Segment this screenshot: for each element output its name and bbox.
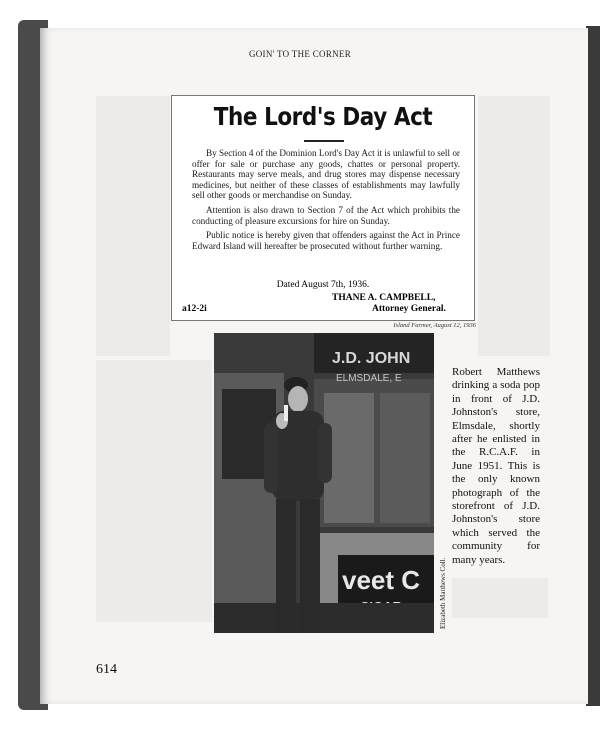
clipping-title: The Lord's Day Act: [213, 102, 433, 131]
clipping-source: Island Farmer, August 12, 1936: [393, 322, 476, 329]
clipping-signatory: THANE A. CAMPBELL,: [332, 293, 436, 303]
photo-caption: Robert Matthews drinking a soda pop in front of J.D. Johnston's store, Elmsdale, shortly after he enlisted in the R.C.A.F. in June 1951. This is the only known photograph of the storefront of J.D. Johnston's store which served the community for many years.: [452, 366, 540, 566]
clipping-code: a12-2i: [182, 304, 207, 314]
clipping-body: [192, 148, 460, 255]
bleed-through-block: [96, 96, 170, 356]
clipping-signatory-title: Attorney General.: [372, 304, 446, 314]
clipping-paragraph: Public notice is hereby given that offenders against the Act in Prince Edward Island will hereafter be prosecuted without further warning.: [192, 230, 460, 251]
clipping-paragraph: Attention is also drawn to Section 7 of the Act which prohibits the conducting of pleasure excursions for hire on Sunday.: [192, 204, 460, 226]
storefront-photo: [214, 333, 434, 633]
photo-credit-text: Elizabeth Matthews Coll.: [439, 557, 447, 629]
clipping-date: Dated August 7th, 1936.: [276, 280, 370, 290]
sign-sweet: veet C: [342, 565, 421, 595]
book-cover-right: [586, 26, 600, 706]
bleed-through-block: [452, 578, 548, 618]
sign-elmsdale: ELMSDALE, E: [336, 373, 402, 384]
page-number: 614: [96, 662, 117, 677]
clipping-paragraph: By Section 4 of the Dominion Lord's Day Act it is unlawful to sell or offer for sale or purchase any goods, chattes or personal property. Restaurants may serve meals, and drug stores may dispense necessary medicines, but neither of these classes of establishments may lawfully sell other goods or merchandise on Sunday.: [192, 148, 460, 201]
newspaper-clipping: [171, 95, 475, 321]
photo-credit: [436, 500, 446, 630]
title-rule: [304, 140, 344, 142]
bleed-through-block: [96, 360, 212, 622]
bleed-through-block: [478, 96, 550, 356]
storefront-photo-image: [214, 333, 434, 633]
sign-johnston: J.D. JOHN: [332, 350, 411, 367]
running-head: GOIN' TO THE CORNER: [248, 49, 352, 59]
